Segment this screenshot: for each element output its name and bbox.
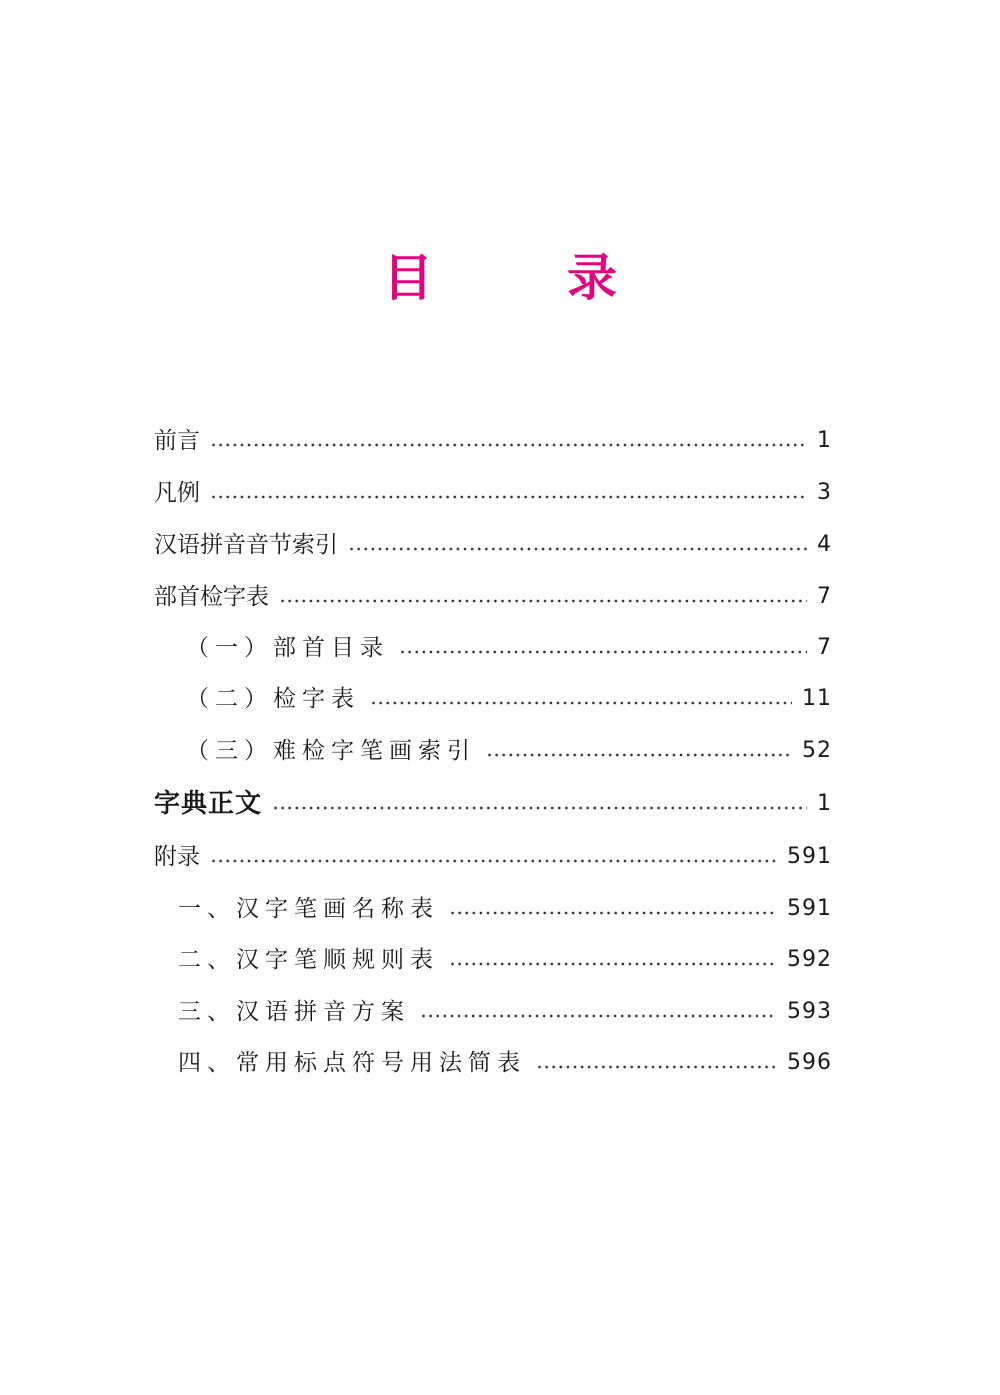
toc-entry-label: 三、汉语拼音方案 — [178, 999, 410, 1025]
toc-entry-page: 596 — [787, 1050, 832, 1075]
dot-leader — [536, 1065, 777, 1069]
toc-entry-label: （二）检字表 — [186, 686, 360, 712]
toc-entry-stroke-names[interactable] — [178, 892, 832, 926]
dot-leader — [399, 650, 807, 654]
toc-entry-dictionary-body[interactable] — [154, 787, 832, 821]
toc-entry-page: 1 — [817, 791, 832, 816]
dot-leader — [449, 962, 777, 966]
toc-entry-appendix[interactable] — [154, 840, 832, 874]
toc-entry-pinyin-scheme[interactable] — [178, 995, 832, 1029]
toc-entry-radical-index[interactable] — [154, 580, 832, 614]
toc-entry-page: 593 — [787, 999, 832, 1024]
toc-entry-label: 凡例 — [154, 480, 200, 506]
toc-entry-page: 591 — [787, 844, 832, 869]
toc-entry-label: （三）难检字笔画索引 — [186, 738, 476, 764]
dot-leader — [449, 911, 777, 915]
toc-entry-label: 汉语拼音音节索引 — [154, 532, 338, 558]
toc-entry-pinyin-index[interactable] — [154, 528, 832, 562]
toc-entry-usage-notes[interactable] — [154, 476, 832, 510]
dot-leader — [272, 806, 807, 810]
dot-leader — [348, 547, 807, 551]
toc-entry-page: 1 — [817, 428, 832, 453]
toc-entry-label: 一、汉字笔画名称表 — [178, 896, 439, 922]
dot-leader — [279, 599, 807, 603]
toc-entry-page: 52 — [802, 738, 832, 763]
toc-entry-punctuation[interactable] — [178, 1046, 832, 1080]
toc-entry-character-index[interactable] — [186, 682, 832, 716]
dot-leader — [210, 859, 777, 863]
dot-leader — [210, 495, 807, 499]
toc-entry-page: 4 — [817, 532, 832, 557]
toc-entry-page: 7 — [817, 584, 832, 609]
dot-leader — [210, 443, 807, 447]
toc-entry-label: 字典正文 — [154, 789, 263, 819]
dot-leader — [370, 701, 792, 705]
toc-entry-page: 3 — [817, 480, 832, 505]
toc-entry-label: 附录 — [154, 844, 200, 870]
toc-entry-stroke-index[interactable] — [186, 734, 832, 768]
toc-entry-page: 11 — [802, 686, 832, 711]
toc-entry-label: （一）部首目录 — [186, 635, 389, 661]
toc-entry-page: 591 — [787, 896, 832, 921]
toc-entry-stroke-order[interactable] — [178, 943, 832, 977]
toc-entry-radical-list[interactable] — [186, 631, 832, 665]
toc-entry-label: 部首检字表 — [154, 584, 269, 610]
toc-entry-page: 7 — [817, 635, 832, 660]
toc-entry-preface[interactable] — [154, 424, 832, 458]
toc-entry-label: 二、汉字笔顺规则表 — [178, 947, 439, 973]
dot-leader — [420, 1014, 777, 1018]
toc-entry-page: 592 — [787, 947, 832, 972]
dot-leader — [486, 753, 792, 757]
toc-entry-label: 前言 — [154, 428, 200, 454]
page-title: 目 录 — [383, 249, 659, 307]
toc-entry-label: 四、常用标点符号用法简表 — [178, 1050, 526, 1076]
